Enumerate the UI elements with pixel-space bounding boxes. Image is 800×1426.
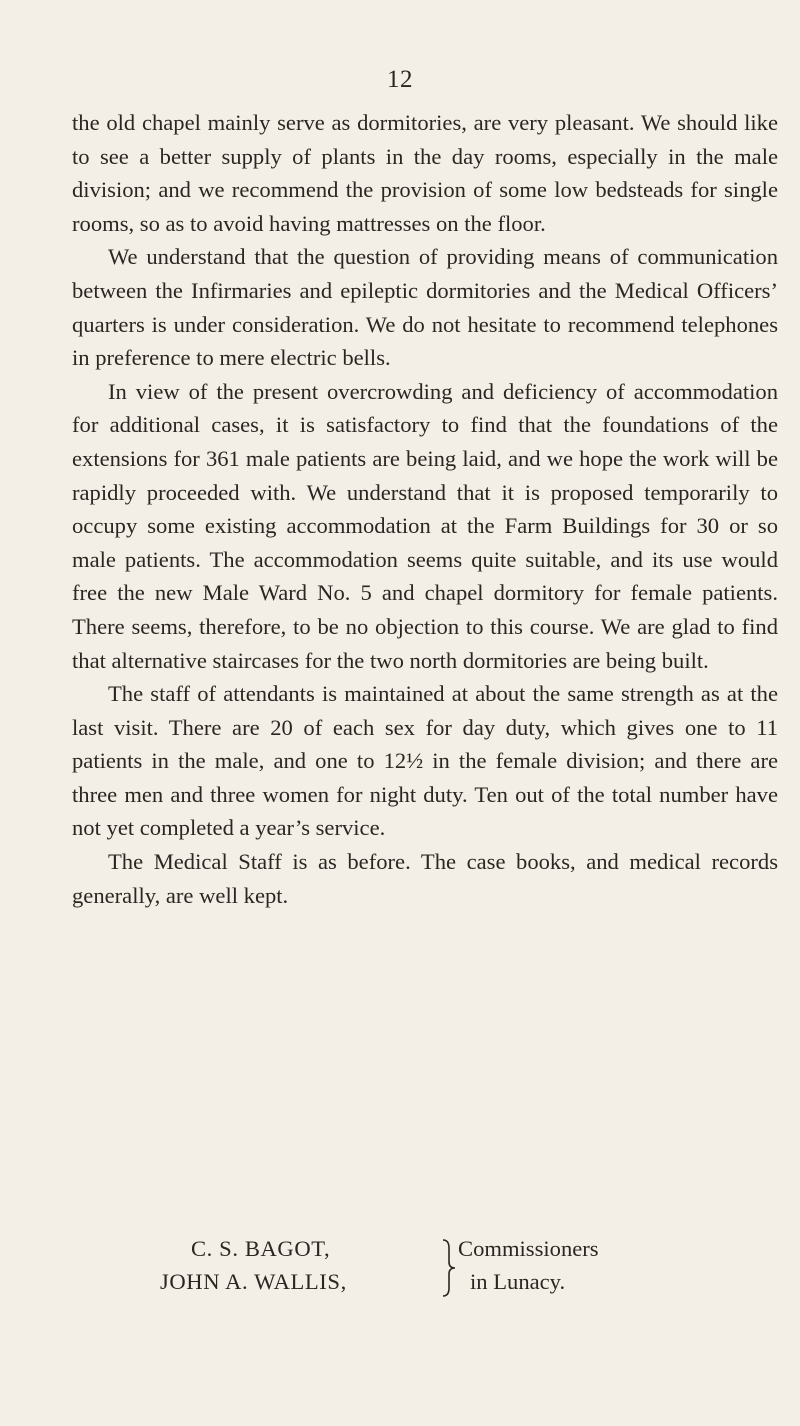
signatory-name: C. S. BAGOT, xyxy=(191,1236,331,1261)
signature-block xyxy=(0,1232,800,1312)
signatory-name: JOHN A. WALLIS, xyxy=(160,1269,347,1294)
paragraph-accommodation: In view of the present overcrowding and deficiency of accommodation for additional cases, it is satisfactory to find that the foundations of the extensions for 361 male patients are being laid, and we hope the work will be rapidly proceeded with. We understand that it is proposed temporarily to occupy some existing accommodation at the Farm Buildings for 30 or so male patients. The accommodation seems quite suitable, and its use would free the new Male Ward No. 5 and chapel dormitory for female patients. There seems, therefore, to be no objection to this course. We are glad to find that alternative staircases for the two north dormitories are being built. xyxy=(72,378,778,673)
signatory-title: Commissioners xyxy=(458,1236,599,1261)
paragraph-medical-staff: The Medical Staff is as before. The case books, and medical records generally, are well kept. xyxy=(72,849,778,908)
page-number: 12 xyxy=(387,66,413,93)
paragraph-chapel: the old chapel mainly serve as dormitories, are very pleasant. We should like to see a better supply of plants in the day rooms, especially in the male division; and we recommend the provision of some low bedsteads for single rooms, so as to avoid having mattresses on the floor. xyxy=(72,110,778,236)
brace-icon xyxy=(440,1238,458,1298)
signatory-title: in Lunacy. xyxy=(470,1269,566,1294)
paragraph-communication: We understand that the question of providing means of communication between the Infirmaries and epileptic dormitories and the Medical Officers’ quarters is under consideration. We do not hesitate to recommend telephones in preference to mere electric bells. xyxy=(72,244,778,371)
body-text xyxy=(72,106,778,912)
paragraph-attendants: The staff of attendants is maintained at about the same strength as at the last visit. There are 20 of each sex for day duty, which gives one to 11 patients in the male, and one to 12½ in the female division; and there are three men and three women for night duty. Ten out of the total number have not yet completed a year’s service. xyxy=(72,681,778,841)
